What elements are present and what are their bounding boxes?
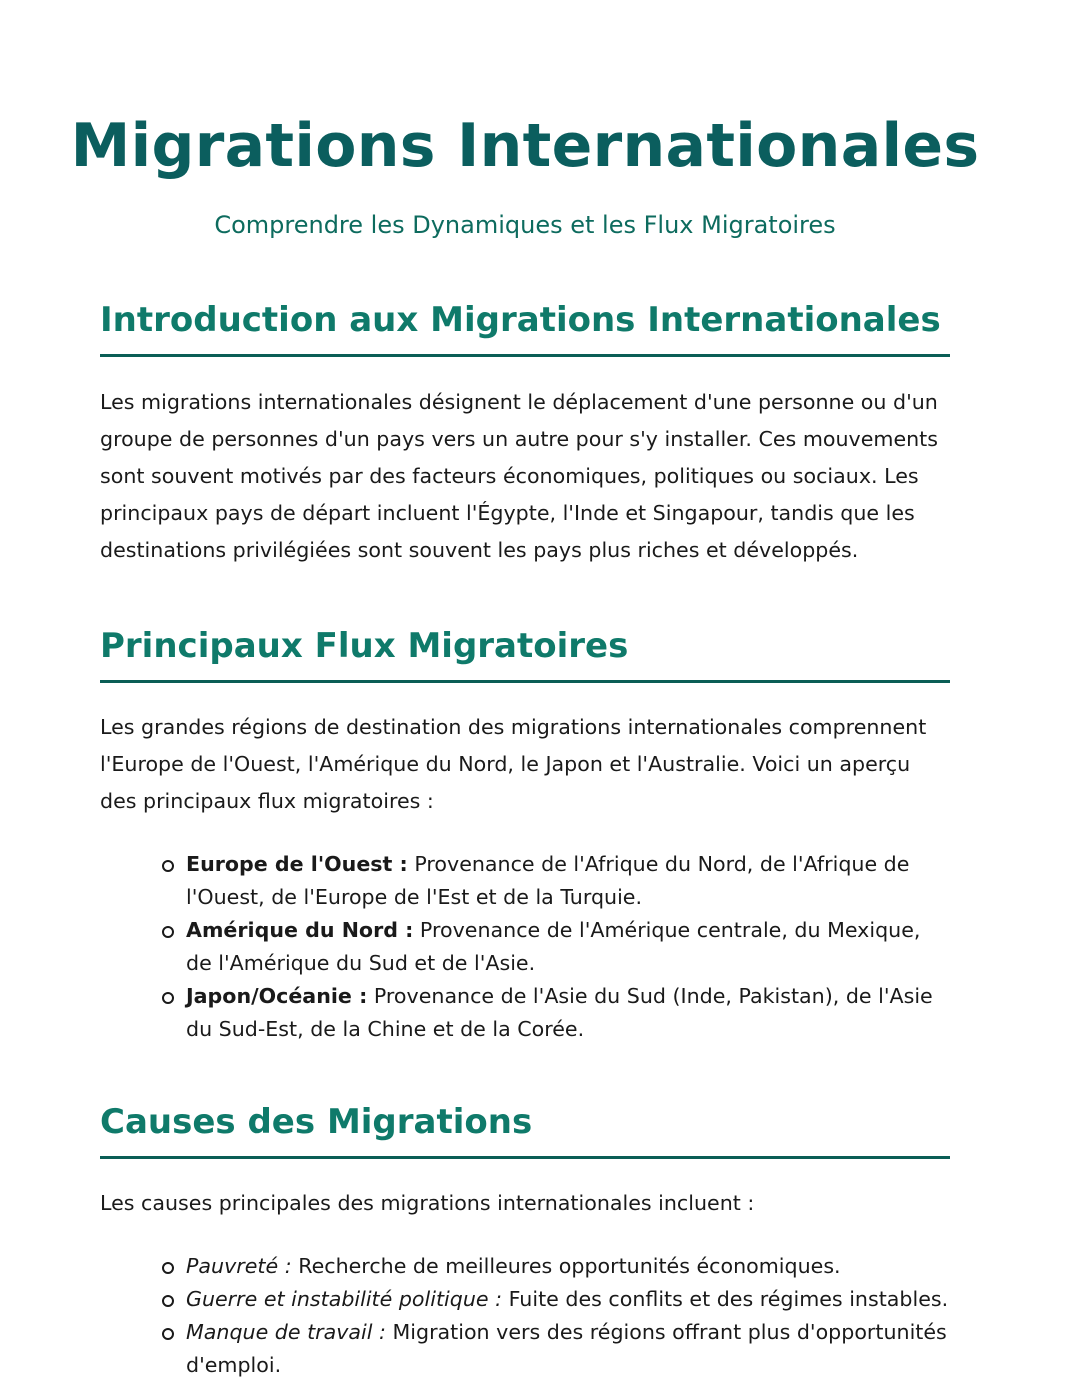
list-item-term: Pauvreté : <box>186 1254 292 1278</box>
section-heading-causes: Causes des Migrations <box>100 1100 950 1159</box>
circle-bullet-icon <box>162 992 174 1004</box>
section-paragraph-causes: Les causes principales des migrations internationales incluent : <box>100 1191 755 1215</box>
list-item-text: Recherche de meilleures opportunités économiques. <box>291 1254 841 1278</box>
list-item-term: Europe de l'Ouest : <box>186 852 408 876</box>
list-item <box>186 914 952 980</box>
list-item <box>186 980 952 1046</box>
section-heading-flux: Principaux Flux Migratoires <box>100 624 950 683</box>
list-item <box>186 1250 952 1283</box>
section-heading-introduction: Introduction aux Migrations Internationales <box>100 298 950 357</box>
causes-list <box>186 1250 952 1382</box>
circle-bullet-icon <box>162 926 174 938</box>
circle-bullet-icon <box>162 860 174 872</box>
list-item-term: Manque de travail : <box>186 1320 386 1344</box>
section-paragraph-introduction: Les migrations internationales désignent le déplacement d'une personne ou d'un groupe de personnes d'un pays vers un autre pour s'y installer. Ces mouvements sont souvent motivés par des facteurs économiques, politiques ou sociaux. Les principaux pays de départ incluent l'Égypte, l'Inde et Singapour, tandis que les destinations privilégiées sont souvent les pays plus riches et développés. <box>100 390 938 562</box>
list-item <box>186 1283 952 1316</box>
list-item-text: Migration vers des régions offrant plus d'opportunités d'emploi. <box>186 1320 947 1377</box>
circle-bullet-icon <box>162 1262 174 1274</box>
list-item-term: Guerre et instabilité politique : <box>186 1287 503 1311</box>
circle-bullet-icon <box>162 1328 174 1340</box>
list-item-text: Fuite des conflits et des régimes instables. <box>502 1287 949 1311</box>
page-title: Migrations Internationales <box>70 111 980 181</box>
flux-list <box>186 848 952 1046</box>
list-item-text: Provenance de l'Amérique centrale, du Mexique, de l'Amérique du Sud et de l'Asie. <box>186 918 921 975</box>
list-item-text: Provenance de l'Afrique du Nord, de l'Afrique de l'Ouest, de l'Europe de l'Est et de la Turquie. <box>186 852 910 909</box>
list-item <box>186 848 952 914</box>
list-item <box>186 1316 952 1382</box>
page-subtitle: Comprendre les Dynamiques et les Flux Migratoires <box>214 211 836 239</box>
section-paragraph-flux: Les grandes régions de destination des migrations internationales comprennent l'Europe de l'Ouest, l'Amérique du Nord, le Japon et l'Australie. Voici un aperçu des principaux flux migratoires : <box>100 715 927 813</box>
circle-bullet-icon <box>162 1295 174 1307</box>
list-item-term: Japon/Océanie : <box>186 984 368 1008</box>
list-item-text: Provenance de l'Asie du Sud (Inde, Pakistan), de l'Asie du Sud-Est, de la Chine et de la Corée. <box>186 984 933 1041</box>
list-item-term: Amérique du Nord : <box>186 918 414 942</box>
